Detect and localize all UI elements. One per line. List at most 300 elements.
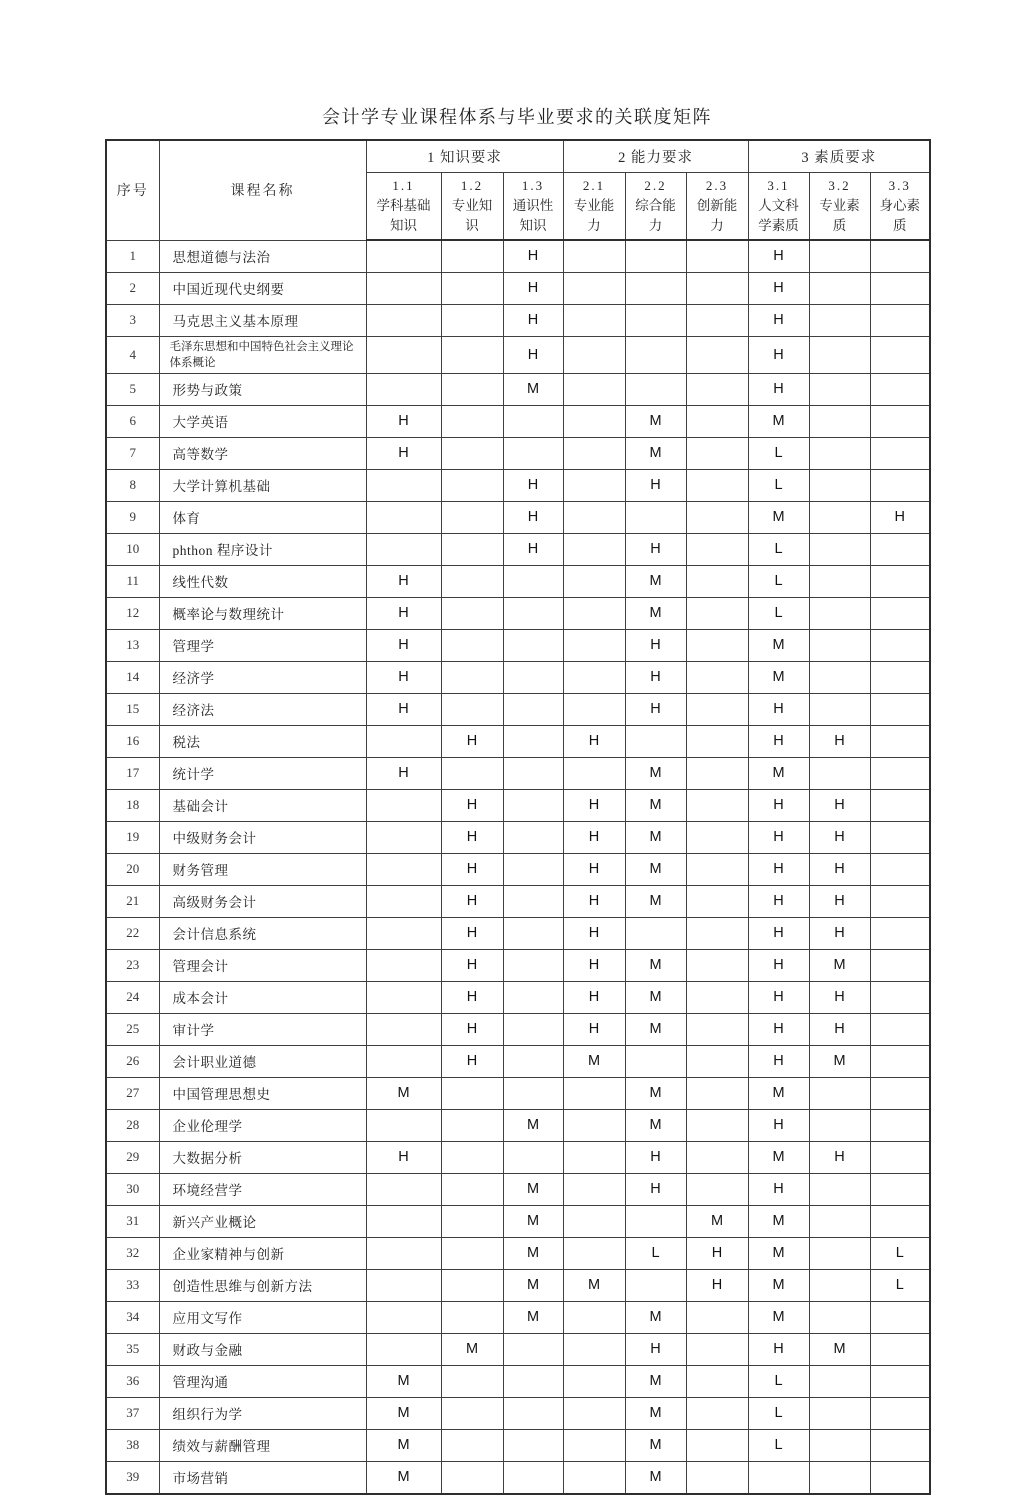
mark-cell: [503, 757, 563, 789]
mark-cell: [809, 1237, 870, 1269]
table-row: [106, 789, 930, 821]
mark-cell: [563, 373, 625, 405]
col-label: 综合能力: [635, 197, 676, 233]
mark-cell: [870, 1333, 930, 1365]
mark-cell: H: [748, 1333, 809, 1365]
mark-cell: M: [625, 789, 686, 821]
mark-cell: H: [870, 501, 930, 533]
course-name: 统计学: [159, 757, 366, 789]
course-name: 概率论与数理统计: [159, 597, 366, 629]
mark-cell: [809, 1205, 870, 1237]
table-row: [106, 1237, 930, 1269]
mark-cell: M: [748, 1301, 809, 1333]
mark-cell: [809, 1429, 870, 1461]
mark-cell: [870, 437, 930, 469]
col-code: 1.1: [392, 178, 415, 193]
mark-cell: H: [748, 272, 809, 304]
matrix-body: [106, 240, 930, 1494]
row-number: 33: [106, 1269, 159, 1301]
mark-cell: [625, 373, 686, 405]
mark-cell: [563, 533, 625, 565]
page-title: 会计学专业课程体系与毕业要求的关联度矩阵: [322, 107, 712, 127]
col-header-3-2: [809, 173, 870, 241]
row-number: 7: [106, 437, 159, 469]
mark-cell: [809, 533, 870, 565]
mark-cell: [686, 272, 748, 304]
table-row: [106, 693, 930, 725]
mark-cell: [441, 1429, 503, 1461]
course-name: 经济学: [159, 661, 366, 693]
mark-cell: M: [748, 1077, 809, 1109]
mark-cell: M: [748, 405, 809, 437]
row-number: 16: [106, 725, 159, 757]
mark-cell: M: [625, 405, 686, 437]
mark-cell: [809, 272, 870, 304]
mark-cell: [625, 725, 686, 757]
mark-cell: H: [503, 469, 563, 501]
mark-cell: M: [625, 757, 686, 789]
row-number: 24: [106, 981, 159, 1013]
course-name: 体育: [159, 501, 366, 533]
table-row: [106, 240, 930, 272]
mark-cell: [686, 661, 748, 693]
mark-cell: [748, 1461, 809, 1494]
mark-cell: [441, 336, 503, 373]
mark-cell: M: [503, 1237, 563, 1269]
mark-cell: H: [625, 1333, 686, 1365]
table-row: [106, 1269, 930, 1301]
course-name: 毛泽东思想和中国特色社会主义理论体系概论: [159, 336, 366, 373]
mark-cell: [563, 1237, 625, 1269]
mark-cell: H: [441, 789, 503, 821]
mark-cell: H: [809, 821, 870, 853]
mark-cell: [563, 597, 625, 629]
mark-cell: [503, 1333, 563, 1365]
mark-cell: [366, 272, 441, 304]
mark-cell: [870, 1461, 930, 1494]
mark-cell: [870, 1141, 930, 1173]
course-name: 大学计算机基础: [159, 469, 366, 501]
col-code: 2.1: [582, 178, 606, 193]
mark-cell: [366, 240, 441, 272]
mark-cell: [503, 789, 563, 821]
mark-cell: [686, 1077, 748, 1109]
course-name: 市场营销: [159, 1461, 366, 1494]
row-number: 11: [106, 565, 159, 597]
col-label: 专业素质: [819, 197, 860, 233]
mark-cell: [870, 1429, 930, 1461]
mark-cell: H: [748, 853, 809, 885]
course-name: 企业伦理学: [159, 1109, 366, 1141]
mark-cell: [366, 1205, 441, 1237]
row-number: 31: [106, 1205, 159, 1237]
mark-cell: [625, 1269, 686, 1301]
mark-cell: H: [748, 885, 809, 917]
table-row: [106, 1173, 930, 1205]
mark-cell: [870, 981, 930, 1013]
mark-cell: [809, 373, 870, 405]
mark-cell: [441, 437, 503, 469]
mark-cell: M: [366, 1365, 441, 1397]
course-name: 基础会计: [159, 789, 366, 821]
mark-cell: [503, 821, 563, 853]
mark-cell: [441, 240, 503, 272]
mark-cell: [366, 725, 441, 757]
mark-cell: [441, 533, 503, 565]
mark-cell: M: [503, 1109, 563, 1141]
mark-cell: [366, 336, 441, 373]
row-number: 17: [106, 757, 159, 789]
mark-cell: M: [748, 501, 809, 533]
table-row: [106, 1141, 930, 1173]
col-header-1-3: [503, 173, 563, 241]
row-number: 3: [106, 304, 159, 336]
mark-cell: [870, 405, 930, 437]
col-header-3-3: [870, 173, 930, 241]
mark-cell: [870, 1045, 930, 1077]
mark-cell: [686, 1397, 748, 1429]
row-number: 25: [106, 1013, 159, 1045]
table-row: [106, 661, 930, 693]
mark-cell: [503, 1045, 563, 1077]
row-number: 30: [106, 1173, 159, 1205]
mark-cell: [366, 821, 441, 853]
mark-cell: M: [625, 437, 686, 469]
mark-cell: [366, 1333, 441, 1365]
table-row: [106, 821, 930, 853]
mark-cell: H: [625, 629, 686, 661]
mark-cell: H: [686, 1237, 748, 1269]
course-name: 创造性思维与创新方法: [159, 1269, 366, 1301]
mark-cell: [563, 1365, 625, 1397]
mark-cell: [366, 885, 441, 917]
row-number: 27: [106, 1077, 159, 1109]
mark-cell: H: [748, 1173, 809, 1205]
mark-cell: [563, 1141, 625, 1173]
mark-cell: [870, 693, 930, 725]
mark-cell: [686, 949, 748, 981]
row-number: 18: [106, 789, 159, 821]
mark-cell: [563, 437, 625, 469]
mark-cell: L: [870, 1237, 930, 1269]
mark-cell: [441, 1173, 503, 1205]
mark-cell: H: [748, 693, 809, 725]
course-name: 会计信息系统: [159, 917, 366, 949]
mark-cell: H: [748, 1045, 809, 1077]
mark-cell: [809, 693, 870, 725]
table-row: [106, 272, 930, 304]
mark-cell: [366, 789, 441, 821]
row-number: 9: [106, 501, 159, 533]
mark-cell: M: [625, 1301, 686, 1333]
mark-cell: H: [748, 789, 809, 821]
course-name: 管理学: [159, 629, 366, 661]
mark-cell: [809, 437, 870, 469]
mark-cell: [809, 757, 870, 789]
mark-cell: [870, 629, 930, 661]
mark-cell: H: [563, 917, 625, 949]
mark-cell: [563, 469, 625, 501]
mark-cell: H: [809, 789, 870, 821]
mark-cell: [686, 1365, 748, 1397]
mark-cell: [809, 661, 870, 693]
col-header-2-3: [686, 173, 748, 241]
mark-cell: H: [625, 533, 686, 565]
mark-cell: [686, 1109, 748, 1141]
mark-cell: M: [625, 1429, 686, 1461]
mark-cell: M: [563, 1045, 625, 1077]
mark-cell: H: [809, 981, 870, 1013]
mark-cell: M: [366, 1429, 441, 1461]
course-name: 财务管理: [159, 853, 366, 885]
mark-cell: [809, 1301, 870, 1333]
row-number: 8: [106, 469, 159, 501]
mark-cell: [809, 1077, 870, 1109]
mark-cell: L: [748, 565, 809, 597]
mark-cell: [503, 885, 563, 917]
row-number: 26: [106, 1045, 159, 1077]
mark-cell: [870, 725, 930, 757]
mark-cell: [503, 405, 563, 437]
mark-cell: [625, 1205, 686, 1237]
mark-cell: H: [441, 949, 503, 981]
mark-cell: [686, 240, 748, 272]
course-name: phthon 程序设计: [159, 533, 366, 565]
col-code: 1.3: [521, 178, 545, 193]
mark-cell: [563, 1429, 625, 1461]
mark-cell: [625, 272, 686, 304]
mark-cell: H: [366, 437, 441, 469]
mark-cell: H: [748, 981, 809, 1013]
table-row: [106, 405, 930, 437]
mark-cell: [809, 1269, 870, 1301]
mark-cell: H: [748, 949, 809, 981]
course-name: 审计学: [159, 1013, 366, 1045]
col-label: 专业知识: [451, 197, 493, 233]
group-header-quality: 3 素质要求: [748, 140, 930, 173]
mark-cell: [503, 629, 563, 661]
mark-cell: [870, 1365, 930, 1397]
mark-cell: [503, 1429, 563, 1461]
mark-cell: M: [625, 1397, 686, 1429]
mark-cell: L: [748, 469, 809, 501]
mark-cell: H: [748, 725, 809, 757]
mark-cell: H: [503, 240, 563, 272]
mark-cell: [563, 565, 625, 597]
col-code: 3.1: [767, 178, 790, 193]
mark-cell: [686, 1013, 748, 1045]
mark-cell: M: [748, 757, 809, 789]
mark-cell: M: [503, 1269, 563, 1301]
mark-cell: [441, 565, 503, 597]
mark-cell: M: [503, 1301, 563, 1333]
mark-cell: H: [366, 629, 441, 661]
mark-cell: [563, 1461, 625, 1494]
table-row: [106, 1429, 930, 1461]
mark-cell: H: [809, 1141, 870, 1173]
table-row: [106, 565, 930, 597]
mark-cell: [441, 1397, 503, 1429]
mark-cell: M: [809, 949, 870, 981]
mark-cell: [870, 1077, 930, 1109]
mark-cell: [870, 597, 930, 629]
col-label: 创新能力: [696, 197, 738, 233]
mark-cell: [686, 885, 748, 917]
mark-cell: [870, 821, 930, 853]
mark-cell: [366, 1045, 441, 1077]
mark-cell: H: [809, 1013, 870, 1045]
table-row: [106, 437, 930, 469]
table-row: [106, 597, 930, 629]
course-name: 经济法: [159, 693, 366, 725]
mark-cell: H: [441, 821, 503, 853]
mark-cell: [563, 501, 625, 533]
row-number: 13: [106, 629, 159, 661]
mark-cell: [441, 693, 503, 725]
mark-cell: M: [625, 1365, 686, 1397]
mark-cell: [366, 1109, 441, 1141]
course-name: 高级财务会计: [159, 885, 366, 917]
mark-cell: [563, 1397, 625, 1429]
mark-cell: [366, 917, 441, 949]
mark-cell: [441, 469, 503, 501]
mark-cell: H: [503, 272, 563, 304]
mark-cell: M: [686, 1205, 748, 1237]
mark-cell: L: [748, 533, 809, 565]
mark-cell: [503, 565, 563, 597]
mark-cell: H: [366, 405, 441, 437]
mark-cell: [366, 1301, 441, 1333]
mark-cell: H: [748, 917, 809, 949]
mark-cell: [563, 1333, 625, 1365]
mark-cell: H: [748, 336, 809, 373]
mark-cell: [686, 757, 748, 789]
mark-cell: [686, 405, 748, 437]
mark-cell: [366, 304, 441, 336]
course-name: 企业家精神与创新: [159, 1237, 366, 1269]
mark-cell: [870, 373, 930, 405]
mark-cell: [563, 1205, 625, 1237]
mark-cell: [870, 533, 930, 565]
mark-cell: [563, 304, 625, 336]
mark-cell: [686, 373, 748, 405]
col-header-1-1: [366, 173, 441, 241]
col-label: 专业能力: [573, 197, 615, 233]
mark-cell: [686, 336, 748, 373]
mark-cell: [686, 789, 748, 821]
table-row: [106, 853, 930, 885]
course-name: 财政与金融: [159, 1333, 366, 1365]
mark-cell: [625, 1045, 686, 1077]
table-row: [106, 885, 930, 917]
mark-cell: H: [809, 853, 870, 885]
mark-cell: L: [748, 1397, 809, 1429]
row-number: 19: [106, 821, 159, 853]
mark-cell: H: [503, 336, 563, 373]
mark-cell: [809, 501, 870, 533]
mark-cell: H: [809, 885, 870, 917]
mark-cell: [563, 757, 625, 789]
mark-cell: [686, 917, 748, 949]
col-label: 身心素质: [879, 197, 921, 233]
mark-cell: [503, 917, 563, 949]
row-number: 22: [106, 917, 159, 949]
mark-cell: [563, 336, 625, 373]
row-number: 6: [106, 405, 159, 437]
mark-cell: [686, 1173, 748, 1205]
row-number: 5: [106, 373, 159, 405]
mark-cell: M: [748, 1205, 809, 1237]
col-header-1-2: [441, 173, 503, 241]
mark-cell: H: [366, 661, 441, 693]
mark-cell: [686, 533, 748, 565]
relevance-matrix-table: [105, 139, 931, 1495]
mark-cell: [809, 565, 870, 597]
mark-cell: H: [748, 373, 809, 405]
mark-cell: L: [870, 1269, 930, 1301]
mark-cell: [686, 821, 748, 853]
mark-cell: [686, 565, 748, 597]
mark-cell: [563, 1301, 625, 1333]
mark-cell: [686, 629, 748, 661]
mark-cell: [503, 693, 563, 725]
table-header: [106, 140, 930, 240]
row-number: 28: [106, 1109, 159, 1141]
mark-cell: [503, 1013, 563, 1045]
mark-cell: M: [503, 1173, 563, 1205]
mark-cell: H: [563, 885, 625, 917]
mark-cell: [503, 981, 563, 1013]
mark-cell: H: [748, 1013, 809, 1045]
mark-cell: H: [441, 1045, 503, 1077]
mark-cell: [625, 240, 686, 272]
col-code: 2.3: [705, 178, 729, 193]
course-name: 马克思主义基本原理: [159, 304, 366, 336]
course-name: 成本会计: [159, 981, 366, 1013]
table-row: [106, 1077, 930, 1109]
mark-cell: H: [625, 661, 686, 693]
table-row: [106, 533, 930, 565]
mark-cell: [441, 629, 503, 661]
mark-cell: M: [748, 1269, 809, 1301]
row-number: 23: [106, 949, 159, 981]
mark-cell: [870, 885, 930, 917]
table-row: [106, 1365, 930, 1397]
mark-cell: [809, 304, 870, 336]
mark-cell: [366, 949, 441, 981]
mark-cell: M: [625, 1077, 686, 1109]
mark-cell: [563, 405, 625, 437]
mark-cell: [686, 469, 748, 501]
course-name: 组织行为学: [159, 1397, 366, 1429]
mark-cell: [441, 1077, 503, 1109]
mark-cell: H: [366, 1141, 441, 1173]
course-name: 中国近现代史纲要: [159, 272, 366, 304]
mark-cell: [441, 1141, 503, 1173]
mark-cell: [503, 1461, 563, 1494]
mark-cell: [870, 1013, 930, 1045]
col-code: 3.3: [888, 178, 911, 193]
row-number: 14: [106, 661, 159, 693]
mark-cell: [503, 725, 563, 757]
mark-cell: H: [366, 565, 441, 597]
mark-cell: [870, 949, 930, 981]
mark-cell: M: [748, 661, 809, 693]
mark-cell: [503, 1397, 563, 1429]
mark-cell: [366, 1173, 441, 1205]
mark-cell: H: [563, 981, 625, 1013]
row-number: 4: [106, 336, 159, 373]
